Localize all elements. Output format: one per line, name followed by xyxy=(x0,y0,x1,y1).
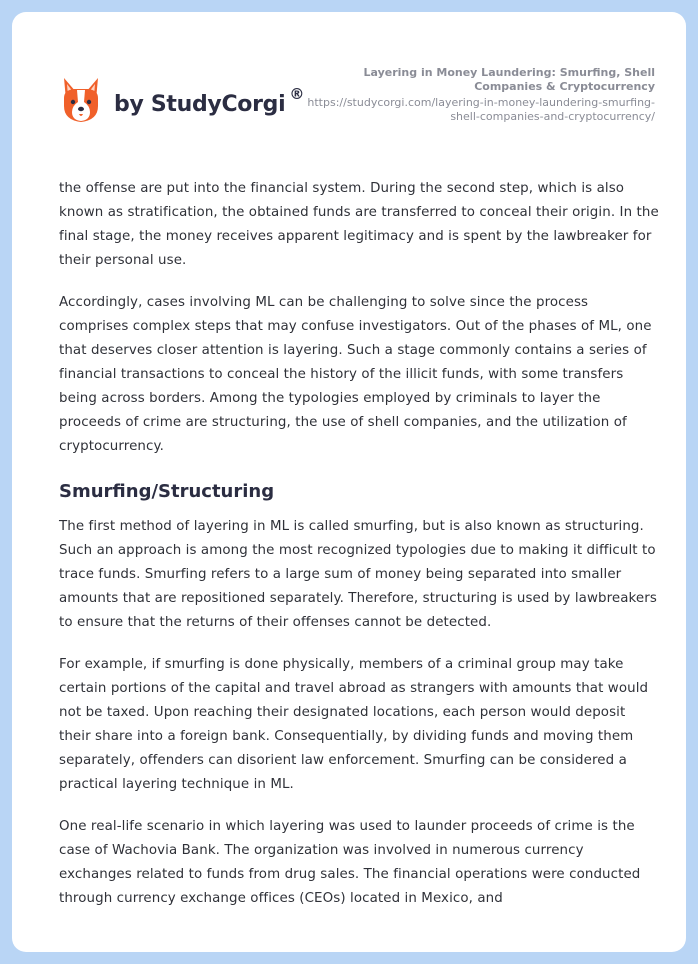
paragraph: Accordingly, cases involving ML can be challenging to solve since the process comprises complex steps that may confuse investigators. Out of the phases of ML, one that deserves closer attention is layering. Such a stage commonly contains a series of financial transactions to conceal the history of the illicit funds, with some transfers being across borders. Among the typologies employed by criminals to layer the proceeds of crime are structuring, the use of shell companies, and the utilization of cryptocurrency. xyxy=(59,295,652,454)
paragraph: One real-life scenario in which layering was used to launder proceeds of crime is the case of Wachovia Bank. The organization was involved in numerous currency exchanges related to funds from drug sales. The financial operations were conducted through currency exchange offices (CEOs) located in Mexico, and xyxy=(59,819,641,906)
document-url[interactable]: https://studycorgi.com/layering-in-money-laundering-smurfing-shell-companies-and-cryptocurrency/ xyxy=(307,96,655,123)
section-heading: Smurfing/Structuring xyxy=(59,481,275,502)
page-header xyxy=(12,12,686,152)
corgi-logo-icon xyxy=(60,76,102,124)
logo-wordmark: by StudyCorgi xyxy=(114,91,286,117)
paragraph: For example, if smurfing is done physically, members of a criminal group may take certain portions of the capital and travel abroad as strangers with amounts that would not be taxed. Upon reaching their designated locations, each person would deposit their share into a foreign bank. Consequentially, by dividing funds and moving them separately, offenders can disorient law enforcement. Smurfing can be considered a practical layering technique in ML. xyxy=(59,657,649,792)
document-info xyxy=(305,66,655,124)
document-title: Layering in Money Laundering: Smurfing, Shell Companies & Cryptocurrency xyxy=(363,66,655,93)
paragraph: The first method of layering in ML is called smurfing, but is also known as structuring. Such an approach is among the most recognized typologies due to making it difficult to trace funds. Smurfing refers to a large sum of money being separated into smaller amounts that are repositioned separately. Therefore, structuring is used by lawbreakers to ensure that the returns of their offenses cannot be detected. xyxy=(59,519,657,630)
paragraph: the offense are put into the financial system. During the second step, which is also known as stratification, the obtained funds are transferred to conceal their origin. In the final stage, the money receives apparent legitimacy and is spent by the lawbreaker for their personal use. xyxy=(59,181,659,268)
studycorgi-logo[interactable] xyxy=(60,76,304,124)
registered-mark: ® xyxy=(289,85,305,103)
document-body xyxy=(59,177,659,929)
document-page xyxy=(12,12,686,952)
